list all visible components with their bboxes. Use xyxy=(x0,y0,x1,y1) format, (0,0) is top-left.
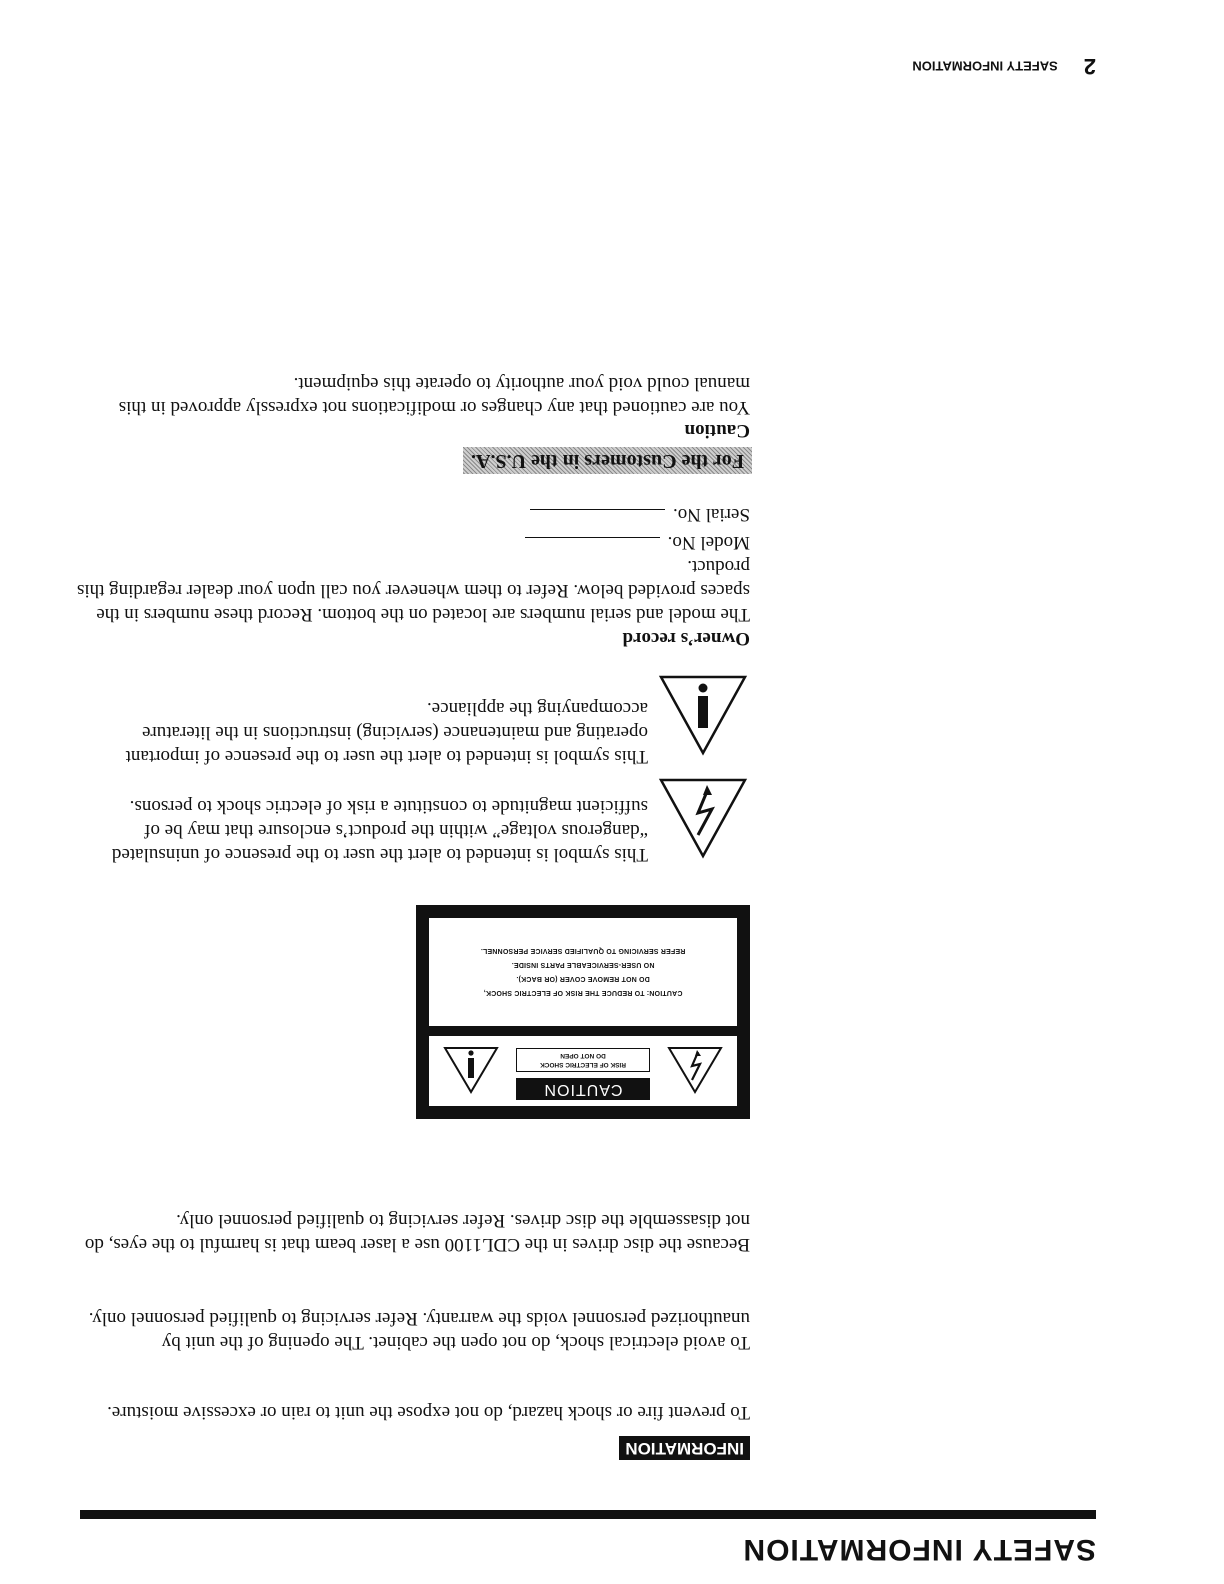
paragraph-fire-hazard: To prevent fire or shock hazard, do not expose the unit to rain or excessive moisture. xyxy=(107,1402,750,1423)
symbol-description-voltage: This symbol is intended to alert the user to the presence of uninsulated “dangerous voltage” within the product’s enclosure that may be of sufficient magnitude to constitute a risk of electric shock to persons. xyxy=(111,796,648,865)
model-number-label: Model No. xyxy=(667,532,750,553)
caution-line: DO NOT REMOVE COVER (OR BACK). xyxy=(516,975,650,983)
footer-label: SAFETY INFORMATION xyxy=(912,58,1058,74)
page-footer xyxy=(912,53,1096,79)
lightning-warning-icon xyxy=(667,1046,723,1094)
serial-number-label: Serial No. xyxy=(672,504,750,525)
symbol-description-instructions: This symbol is intended to alert the user to the presence of important operating and maintenance (servicing) instructions in the literature accompanying the appliance. xyxy=(125,698,648,767)
model-number-blank xyxy=(525,537,660,554)
caution-heading: Caution xyxy=(684,420,750,441)
section-tag: INFORMATION xyxy=(619,1436,750,1460)
caution-label-text xyxy=(429,918,737,1026)
caution-line: REFER SERVICING TO QUALIFIED SERVICE PERSONNEL. xyxy=(480,947,686,955)
caution-label-center xyxy=(521,1048,645,1100)
caution-label-header xyxy=(429,1036,737,1106)
risk-line-1: RISK OF ELECTRIC SHOCK xyxy=(540,1061,626,1068)
caution-line: NO USER-SERVICEABLE PARTS INSIDE. xyxy=(511,961,655,969)
serial-number-field xyxy=(530,502,750,526)
paragraph-electrical-shock: To avoid electrical shock, do not open the cabinet. The opening of the unit by unauthorized personnel voids the warranty. Refer servicing to qualified personnel only. xyxy=(88,1308,750,1353)
title-rule xyxy=(80,1510,1096,1519)
page-number: 2 xyxy=(1083,54,1096,79)
owners-record-heading: Owner’s record xyxy=(622,628,750,649)
page-title: SAFETY INFORMATION xyxy=(742,1533,1096,1566)
risk-line-2: DO NOT OPEN xyxy=(560,1052,606,1059)
model-number-field xyxy=(525,530,750,554)
serial-number-blank xyxy=(530,509,665,526)
risk-label xyxy=(516,1048,650,1072)
caution-line: CAUTION: TO REDUCE THE RISK OF ELECTRIC SHOCK, xyxy=(483,989,683,997)
lightning-warning-icon xyxy=(658,777,748,859)
caution-word: CAUTION xyxy=(516,1078,650,1100)
exclamation-warning-icon xyxy=(443,1046,499,1094)
paragraph-laser-warning: Because the disc drives in the CDL1100 use a laser beam that is harmful to the eyes, do not disassemble the disc drives. Refer servicing to qualified personnel only. xyxy=(84,1210,750,1255)
owners-record-text: The model and serial numbers are located on the bottom. Record these numbers in the spaces provided below. Refer to them whenever you call upon your dealer regarding this product. xyxy=(76,556,750,625)
caution-label-box xyxy=(416,905,750,1119)
usa-customers-banner: For the Customers in the U.S.A. xyxy=(463,447,752,474)
exclamation-warning-icon xyxy=(658,674,748,756)
caution-text: You are cautioned that any changes or modifications not expressly approved in this manual could void your authority to operate this equipment. xyxy=(118,373,750,418)
